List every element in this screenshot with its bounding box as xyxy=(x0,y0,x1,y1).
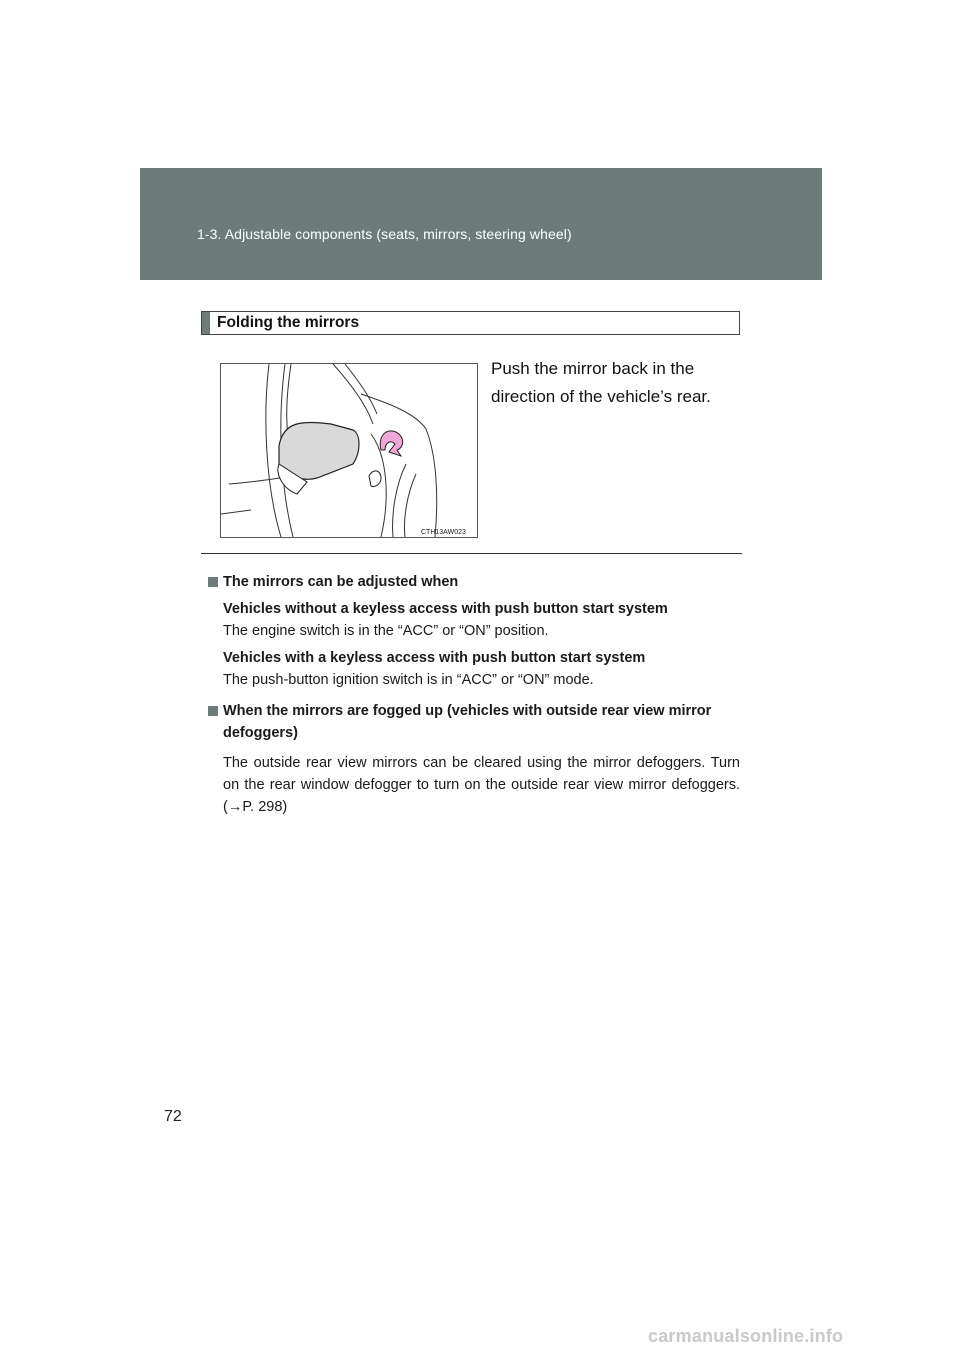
section-title: Folding the mirrors xyxy=(217,314,360,331)
mirror-housing xyxy=(279,422,359,479)
divider xyxy=(201,553,742,554)
car-mirror-drawing xyxy=(221,364,477,537)
note-heading: When the mirrors are fogged up (vehicles with outside rear view mirror defoggers) xyxy=(208,700,740,744)
page-number: 72 xyxy=(164,1108,182,1125)
note-heading: The mirrors can be adjusted when xyxy=(208,571,740,593)
square-bullet-icon xyxy=(208,577,218,587)
watermark: carmanualsonline.info xyxy=(648,1326,844,1346)
square-bullet-icon xyxy=(208,706,218,716)
mirror-folding-illustration xyxy=(220,363,478,538)
case-heading: Vehicles with a keyless access with push button start system xyxy=(223,650,646,666)
case-heading: Vehicles without a keyless access with push button start system xyxy=(223,601,668,617)
note-text: The outside rear view mirrors can be cleared using the mirror defoggers. Turn on the rear window defogger to turn on the outside rear view mirror defoggers. (→P. 298) xyxy=(223,755,740,815)
notes xyxy=(208,571,740,818)
section-heading xyxy=(201,311,740,335)
rotate-arrow-icon xyxy=(380,431,402,456)
case-text: The push-button ignition switch is in “ACC” or “ON” mode. xyxy=(223,672,594,688)
case-text: The engine switch is in the “ACC” or “ON” position. xyxy=(223,623,549,639)
section-heading-bar xyxy=(202,312,210,334)
header-band xyxy=(140,168,822,280)
instruction-text: Push the mirror back in the direction of the vehicle’s rear. xyxy=(491,359,711,406)
figure-code: CTH13AW023 xyxy=(421,529,466,536)
breadcrumb: 1-3. Adjustable components (seats, mirrors, steering wheel) xyxy=(197,226,572,242)
